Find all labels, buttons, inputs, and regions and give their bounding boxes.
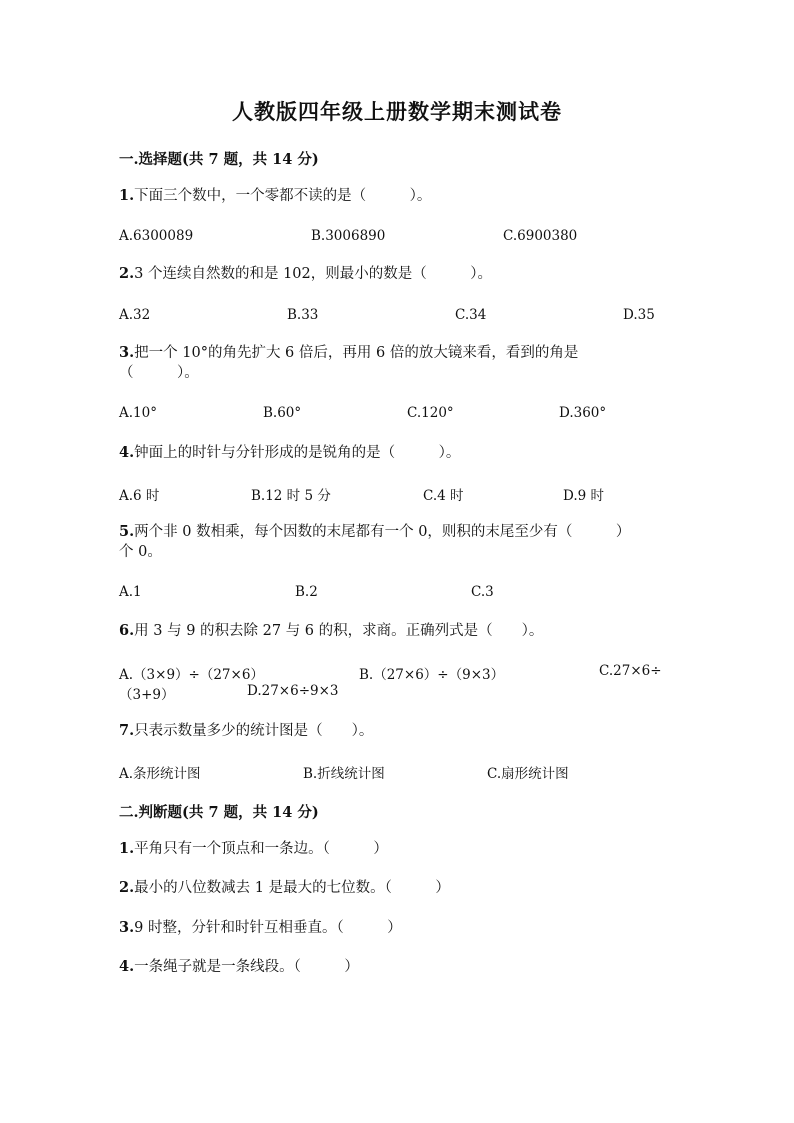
question-text: 用 3 与 9 的积去除 27 与 6 的积，求商。正确列式是（ ）。 [134,623,544,639]
option-b: B.3006890 [311,228,386,244]
question-number: 1. [119,187,135,204]
option-a: A.6300089 [119,228,194,244]
option-d: D.27×6÷9×3 [247,683,339,699]
judgment-question-2 [119,878,679,898]
page-title: 人教版四年级上册数学期末测试卷 [232,99,562,124]
section-heading-judgment: 二.判断题(共 7 题，共 14 分) [119,804,319,821]
question-6 [119,621,679,641]
question-text: 钟面上的时针与分针形成的是锐角的是（ ）。 [134,445,461,461]
question-text-line2: （ ）。 [119,365,199,381]
option-a: A.条形统计图 [119,766,201,782]
option-a: A.（3×9）÷（27×6） [119,667,264,683]
question-4 [119,443,679,463]
question-text: 把一个 10°的角先扩大 6 倍后，再用 6 倍的放大镜来看，看到的角是 [134,345,579,361]
question-number: 1. [119,840,135,857]
question-text: 最小的八位数减去 1 是最大的七位数。（ ） [134,880,450,896]
question-number: 3. [119,919,135,936]
question-text: 3 个连续自然数的和是 102，则最小的数是（ ）。 [134,266,493,282]
question-2 [119,264,679,284]
option-a: A.1 [119,584,142,600]
question-text: 平角只有一个顶点和一条边。（ ） [134,841,388,857]
question-7 [119,721,679,741]
question-number: 5. [119,523,135,540]
option-c: C.3 [471,584,494,600]
option-c: C.120° [407,405,454,421]
question-5 [119,522,679,562]
question-number: 7. [119,722,135,739]
option-d: D.35 [623,307,655,323]
question-text: 下面三个数中，一个零都不读的是（ ）。 [134,188,432,204]
question-text: 两个非 0 数相乘，每个因数的末尾都有一个 0，则积的末尾至少有（ ） [134,524,631,540]
question-text: 9 时整，分针和时针互相垂直。（ ） [134,920,402,936]
option-b: B.60° [263,405,302,421]
question-number: 4. [119,444,135,461]
option-b: B.（27×6）÷（9×3） [359,667,505,683]
question-text: 只表示数量多少的统计图是（ ）。 [134,723,374,739]
option-b: B.12 时 5 分 [251,488,331,504]
judgment-question-4 [119,957,679,977]
option-a: A.10° [119,405,157,421]
question-number: 2. [119,879,135,896]
option-d: D.9 时 [563,488,605,504]
option-c: C.4 时 [423,488,464,504]
question-1 [119,186,679,206]
question-number: 4. [119,958,135,975]
option-c: C.27×6÷ [599,663,662,679]
judgment-question-3 [119,918,679,938]
question-3 [119,343,679,383]
option-c: C.6900380 [503,228,578,244]
question-number: 6. [119,622,135,639]
option-a: A.32 [119,307,151,323]
option-b: B.折线统计图 [303,766,385,782]
option-a: A.6 时 [119,488,160,504]
question-number: 3. [119,344,135,361]
option-c: C.扇形统计图 [487,766,569,782]
section-heading-choice: 一.选择题(共 7 题，共 14 分) [119,151,319,168]
option-b: B.33 [287,307,319,323]
question-text-line2: 个 0。 [119,544,162,560]
option-c: C.34 [455,307,487,323]
question-text: 一条绳子就是一条线段。（ ） [134,959,359,975]
option-d: D.360° [559,405,607,421]
judgment-question-1 [119,839,679,859]
question-number: 2. [119,265,135,282]
option-c-continued: （3+9） [119,687,175,703]
option-b: B.2 [295,584,318,600]
